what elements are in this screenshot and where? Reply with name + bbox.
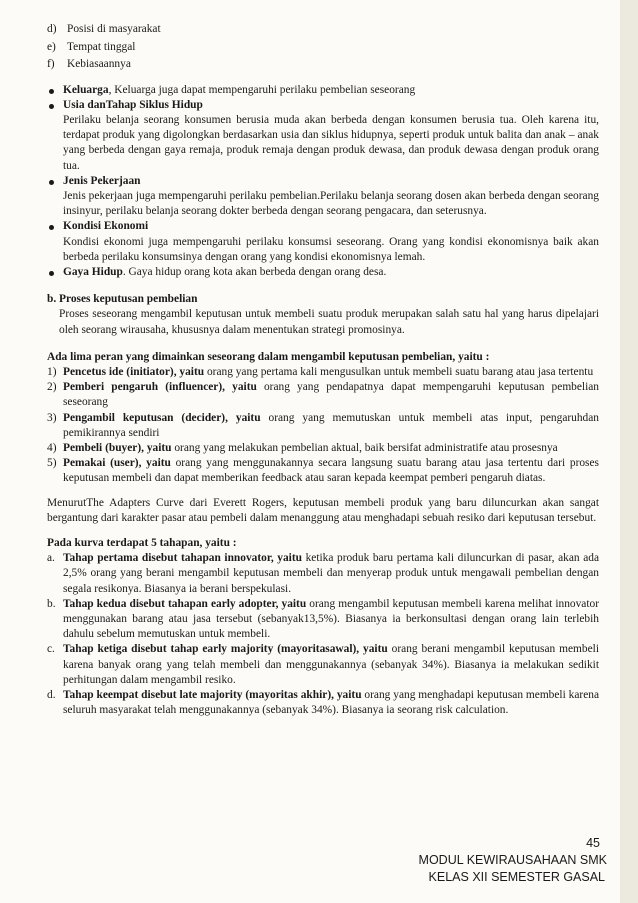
list-item: d) Posisi di masyarakat — [47, 23, 161, 35]
page-number: 45 — [586, 836, 600, 850]
bullet-usia — [47, 98, 599, 174]
roles-section — [47, 350, 599, 487]
bullet-pekerjaan — [47, 174, 599, 220]
bullet-title: Gaya Hidup — [63, 265, 123, 278]
section-heading: b. Proses keputusan pembelian — [47, 293, 198, 306]
footer-module-title: MODUL KEWIRAUSAHAAN SMK — [418, 853, 607, 867]
bullet-body: Perilaku belanja seorang konsumen berusia muda akan berbeda dengan konsumen berusia tua. Oleh karena itu, terdapat produk yang digolongkan berdasarkan usia dan siklus hidupnya, seperti produk untuk balita dan anak – anak yang berbeda dengan gaya remaja, produk remaja dengan produk dewasa, dan produk dewasa dengan produk orang tua. — [63, 113, 599, 172]
section-b — [47, 292, 599, 338]
role-item: 1) Pencetus ide (initiator), yaitu orang yang pertama kali mengusulkan untuk membeli suatu barang atau jasa tertentu — [47, 365, 594, 378]
section-body: Proses seseorang mengambil keputusan untuk membeli suatu produk merupakan salah satu hal yang harus dipelajari oleh seorang wirausaha, khususnya dalam menentukan strategi promosinya. — [59, 308, 599, 336]
footer-class-semester: KELAS XII SEMESTER GASAL — [428, 870, 605, 884]
factor-bullet-list — [47, 83, 599, 281]
adapters-paragraph: MenurutThe Adapters Curve dari Everett Rogers, keputusan membeli produk yang baru diluncurkan akan sangat bergantung dari karakter pasar atau pembeli dalam menanggung atau menghadapi sebuah resiko dari keputusan tersebut. — [47, 496, 599, 524]
bullet-keluarga: Keluarga, Keluarga juga dapat mempengaruhi perilaku pembelian seseorang — [47, 83, 599, 98]
role-item: 2) Pemberi pengaruh (influencer), yaitu orang yang pendapatnya dapat mempengaruhi keputusan pembelian seseorang — [47, 381, 600, 409]
bullet-body: Jenis pekerjaan juga mempengaruhi perilaku pembelian.Perilaku belanja seorang dosen akan berbeda dengan seorang insinyur, perilaku belanja seorang dokter berbeda dengan seorang pengacara, dan seterusnya. — [63, 189, 599, 218]
stage-item: c. Tahap ketiga disebut tahap early majority (mayoritasawal), yaitu orang berani mengambil keputusan membeli karena banyak orang yang telah membeli dan menggunakannya (sebanyak 34%). Biasanya ia melakukan sedikit perhitungan dalam mengambil resiko. — [47, 643, 599, 686]
roles-heading: Ada lima peran yang dimainkan seseorang dalam mengambil keputusan pembelian, yaitu : — [47, 350, 490, 363]
characteristics-list — [47, 21, 599, 74]
stages-section — [47, 536, 599, 718]
bullet-title: Usia danTahap Siklus Hidup — [63, 98, 203, 111]
bullet-title: Keluarga — [63, 83, 109, 96]
role-item: 3) Pengambil keputusan (decider), yaitu orang yang memutuskan untuk membeli atas input, pengaruhdan pemikirannya sendiri — [47, 411, 600, 439]
stages-heading: Pada kurva terdapat 5 tahapan, yaitu : — [47, 536, 237, 549]
stage-item: d. Tahap keempat disebut late majority (mayoritas akhir), yaitu orang yang menghadapi keputusan membeli karena seluruh masyarakat telah menggunakannya (sebanyak 34%). Biasanya ia seorang risk calculation. — [47, 689, 600, 717]
page-edge-band — [620, 0, 638, 903]
list-item: e) Tempat tinggal — [47, 40, 136, 53]
role-item: 5) Pemakai (user), yaitu orang yang menggunakannya secara langsung suatu barang atau jasa tertentu dari proses keputusan membeli dan dapat memberikan feedback atau saran kepada keempat pemberi pengaruh diatas. — [47, 457, 599, 485]
bullet-ekonomi — [47, 219, 599, 265]
bullet-title: Jenis Pekerjaan — [63, 174, 141, 187]
bullet-body: Kondisi ekonomi juga mempengaruhi perilaku konsumsi seseorang. Orang yang kondisi ekonomisnya baik akan berbeda perilaku konsumsinya dengan orang yang kondisi ekonomisnya lemah. — [63, 235, 599, 263]
list-item: f) Kebiasaannya — [47, 58, 131, 70]
document-page — [47, 21, 599, 718]
bullet-gaya-hidup: Gaya Hidup. Gaya hidup orang kota akan berbeda dengan orang desa. — [47, 265, 599, 280]
stage-item: a. Tahap pertama disebut tahapan innovator, yaitu ketika produk baru pertama kali diluncurkan di pasar, akan ada 2,5% orang yang berani mengambil keputusan membeli dan menyerap produk untuk mengawali pembelian dengan segala resikonya. Biasanya ia berani berspekulasi. — [47, 552, 599, 595]
stage-item: b. Tahap kedua disebut tahapan early adopter, yaitu orang mengambil keputusan membeli karena melihat innovator menggunakan barang atau jasa tersebut (sebanyak13,5%). Biasanya ia berkonsultasi dengan orang lain terlebih dahulu sebelum memutuskan untuk membeli. — [47, 597, 599, 641]
page-footer — [419, 835, 607, 886]
role-item: 4) Pembeli (buyer), yaitu orang yang melakukan pembelian aktual, baik bersifat administratife atau prosesnya — [47, 441, 558, 454]
bullet-title: Kondisi Ekonomi — [63, 220, 149, 233]
